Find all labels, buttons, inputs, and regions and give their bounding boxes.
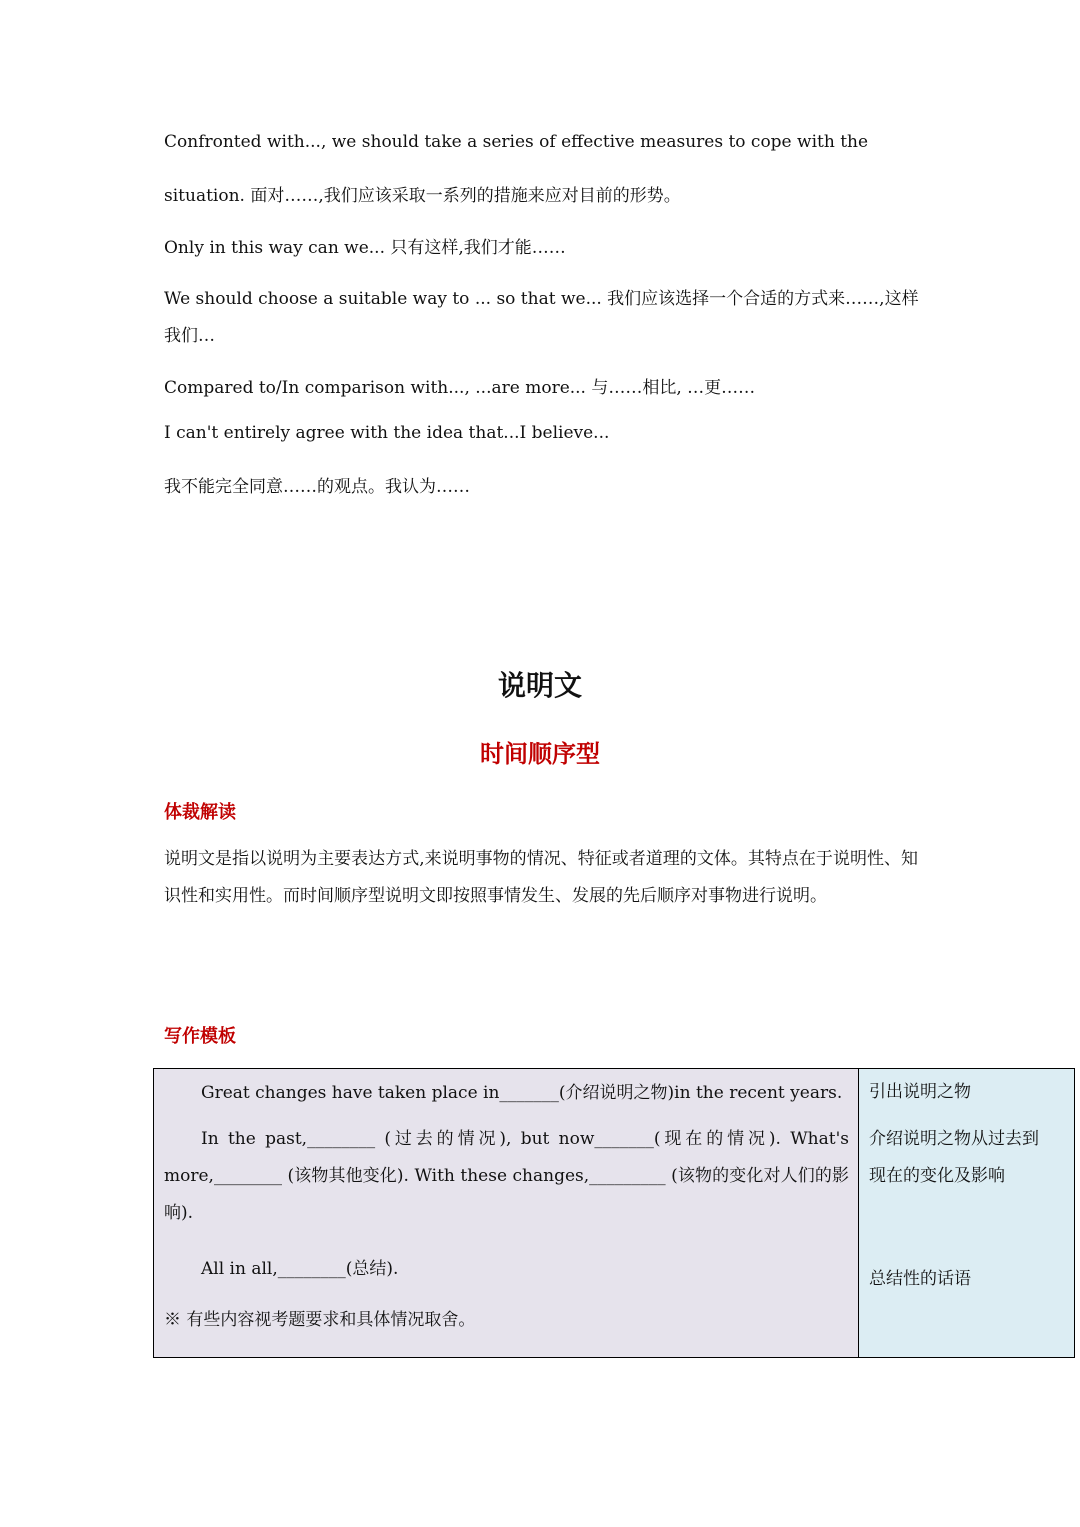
genre-text: 说明文是指以说明为主要表达方式,来说明事物的情况、特征或者道理的文体。其特点在于说明性、知识性和实用性。而时间顺序型说明文即按照事情发生、发展的先后顺序对事物进行说明。 (164, 849, 918, 906)
section-title: 说明文 (497, 669, 582, 702)
template-left-cell (154, 1069, 859, 1357)
line-situation: situation. 面对……,我们应该采取一系列的措施来应对目前的形势。 (164, 186, 681, 206)
right-note-1: 引出说明之物 (869, 1082, 971, 1102)
line-women: 我们… (164, 326, 215, 346)
template-paragraph-2: In the past,________ (过去的情况), but now_______(现在的情况). What's more,________ (该物其他变化). With these changes,_________ (该物的变化对人们的影响). (164, 1129, 849, 1223)
template-right-cell (859, 1069, 1074, 1357)
line-cant-agree: I can't entirely agree with the idea that...I believe... (164, 423, 610, 443)
line-only-in-this-way: Only in this way can we... 只有这样,我们才能…… (164, 238, 566, 258)
template-line-1: Great changes have taken place in_______(介绍说明之物)in the recent years. (201, 1083, 843, 1103)
section-subtitle: 时间顺序型 (480, 740, 600, 768)
line-cant-agree-cn: 我不能完全同意……的观点。我认为…… (164, 477, 470, 497)
line-suitable-way: We should choose a suitable way to ... so that we... 我们应该选择一个合适的方式来……,这样 (164, 289, 919, 309)
genre-heading: 体裁解读 (164, 802, 236, 823)
right-note-3: 总结性的话语 (869, 1269, 971, 1289)
template-note: ※ 有些内容视考题要求和具体情况取舍。 (164, 1310, 476, 1330)
template-table (153, 1068, 1075, 1358)
line-compared-to: Compared to/In comparison with..., ...are more... 与……相比, …更…… (164, 378, 756, 398)
right-note-2: 介绍说明之物从过去到现在的变化及影响 (869, 1129, 1039, 1186)
template-heading: 写作模板 (164, 1026, 236, 1047)
line-confronted: Confronted with..., we should take a series of effective measures to cope with the (164, 132, 869, 152)
template-line-3: All in all,________(总结). (201, 1259, 399, 1279)
